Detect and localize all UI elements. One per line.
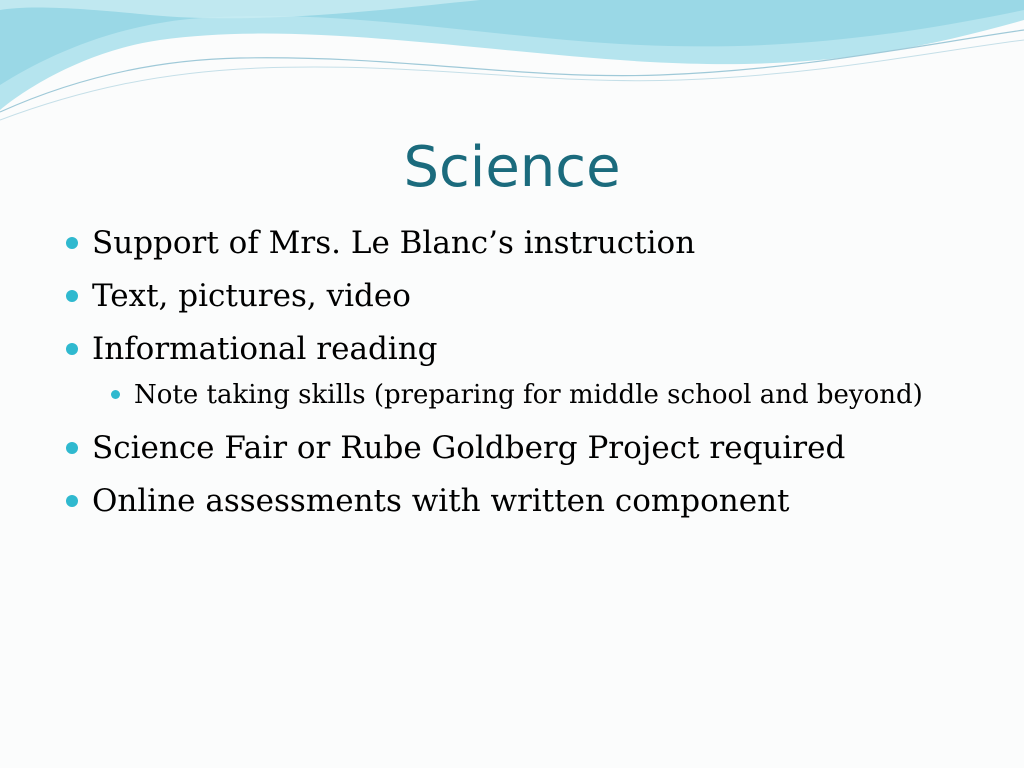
bullet-item bbox=[62, 328, 982, 370]
bullet-list bbox=[62, 222, 982, 533]
bullet-dot-icon bbox=[66, 495, 78, 507]
bullet-dot-icon bbox=[66, 343, 78, 355]
bullet-text: Science Fair or Rube Goldberg Project required bbox=[92, 430, 846, 466]
sub-bullet-text: Note taking skills (preparing for middle school and beyond) bbox=[134, 380, 923, 410]
bullet-text: Informational reading bbox=[92, 331, 438, 367]
header-wave-decoration bbox=[0, 0, 1024, 130]
bullet-item bbox=[62, 275, 982, 317]
bullet-text: Support of Mrs. Le Blanc’s instruction bbox=[92, 225, 696, 261]
bullet-text: Online assessments with written component bbox=[92, 483, 790, 519]
slide-title: Science bbox=[403, 135, 621, 200]
sub-bullet-item bbox=[107, 375, 982, 416]
bullet-dot-icon bbox=[66, 237, 78, 249]
bullet-item bbox=[62, 222, 982, 264]
bullet-item bbox=[62, 427, 982, 469]
bullet-item bbox=[62, 480, 982, 522]
bullet-dot-icon bbox=[66, 442, 78, 454]
bullet-text: Text, pictures, video bbox=[92, 278, 411, 314]
bullet-dot-icon bbox=[66, 290, 78, 302]
sub-bullet-dot-icon bbox=[111, 390, 120, 399]
